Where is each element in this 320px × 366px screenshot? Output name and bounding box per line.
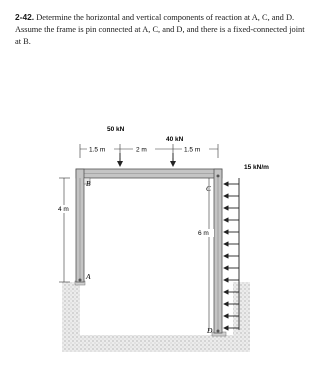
load-label-50kn: 50 kN [107, 126, 125, 133]
point-label-c: C [206, 184, 212, 193]
point-label-b: B [86, 179, 91, 188]
problem-number: 2-42. [15, 12, 35, 22]
problem-text: Determine the horizontal and vertical components of reaction at A, C, and D. Assume the frame is pin connected at A, C, and D, and there is a fixed-connected joint at B. [15, 13, 305, 46]
dim-label-right-height: 6 m [198, 230, 209, 237]
load-label-40kn: 40 kN [166, 136, 184, 143]
left-height-dimension [59, 178, 70, 282]
dim-label-left-height: 4 m [58, 206, 69, 213]
point-label-a: A [86, 272, 91, 281]
dim-label-span-1: 1.5 m [89, 146, 106, 154]
dim-label-span-3: 1.5 m [184, 146, 201, 154]
distributed-load-label: 15 kN/m [244, 164, 269, 171]
point-label-d: D [207, 326, 213, 335]
dim-label-span-2: 2 m [136, 146, 147, 154]
